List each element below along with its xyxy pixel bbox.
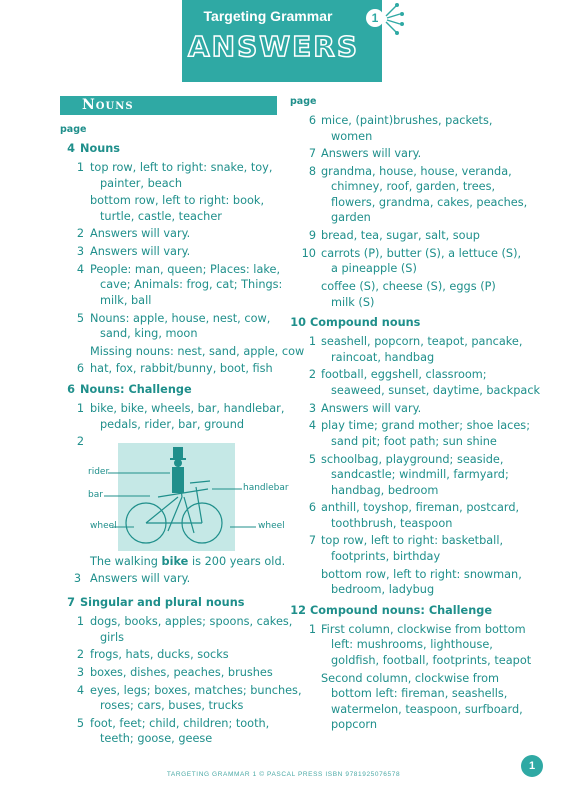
page-number-badge: 1: [521, 755, 543, 777]
item-text: top row, left to right: snake, toy,: [90, 161, 273, 174]
item-number: 6: [76, 362, 84, 376]
item-text: Answers will vary.: [321, 401, 422, 415]
item-text: boxes, dishes, peaches, brushes: [90, 665, 273, 679]
item-text: schoolbag, playground; seaside,: [321, 452, 504, 466]
item-text: anthill, toyshop, fireman, postcard,: [321, 501, 520, 515]
item-text: frogs, hats, ducks, socks: [90, 648, 229, 662]
item-text: Answers will vary.: [321, 147, 422, 161]
item-number: 2: [76, 227, 84, 241]
item-text: cave; Animals: frog, cat; Things:: [100, 278, 283, 292]
section-page-number: 7: [67, 596, 75, 609]
item-number: 1: [308, 622, 316, 636]
item-text: watermelon, teaspoon, surfboard,: [331, 702, 523, 716]
item-text: Nouns: apple, house, nest, cow,: [90, 311, 271, 325]
item-text: footprints, birthday: [331, 549, 441, 563]
item-text: foot, feet; child, children; tooth,: [90, 716, 270, 730]
item-text: sandcastle; windmill, farmyard;: [331, 468, 509, 481]
item-text: seashell, popcorn, teapot, pancake,: [321, 335, 523, 349]
item-text: a pineapple (S): [331, 262, 417, 276]
bike-label-wheel-right: wheel: [258, 521, 285, 531]
page-label-right: page: [290, 96, 317, 107]
section-page-number: 6: [67, 383, 75, 397]
item-text: bottom row, left to right: snowman,: [321, 567, 522, 581]
item-number: 1: [308, 335, 316, 349]
section-page-number: 10: [290, 316, 306, 330]
item-text: Second column, clockwise from: [321, 671, 500, 685]
item-text: play time; grand mother; shoe laces;: [321, 419, 530, 433]
section-title: Nouns: Challenge: [80, 383, 192, 397]
bike-sentence-start: The walking: [90, 555, 162, 568]
item-text: sand, king, moon: [100, 327, 198, 340]
section-title: Compound nouns: [310, 316, 421, 330]
item-number: 3: [73, 572, 81, 585]
item-number: 5: [76, 311, 84, 325]
section-page-number: 12: [290, 603, 306, 617]
item-text: roses; cars, buses, trucks: [100, 699, 244, 713]
bike-sentence: [90, 555, 285, 568]
item-text: turtle, castle, teacher: [100, 209, 222, 223]
item-number: 1: [76, 615, 84, 628]
item-text: milk (S): [331, 295, 375, 309]
item-number: 1: [76, 402, 84, 416]
item-text: hat, fox, rabbit/bunny, boot, fish: [90, 362, 273, 376]
item-text: eyes, legs; boxes, matches; bunches,: [90, 683, 302, 697]
header-title: Targeting Grammar: [203, 8, 333, 24]
item-text: top row, left to right: basketball,: [321, 534, 504, 548]
item-text: seaweed, sunset, daytime, backpack: [331, 383, 541, 397]
item-number: 7: [308, 147, 316, 161]
item-number: 10: [301, 246, 316, 260]
bike-label-bar: bar: [88, 490, 103, 500]
item-text: mice, (paint)brushes, packets,: [321, 114, 493, 127]
item-number: 4: [308, 419, 316, 433]
item-number: 2: [76, 648, 84, 662]
item-text: bedroom, ladybug: [331, 583, 435, 597]
item-text: grandma, house, house, veranda,: [321, 164, 512, 178]
item-text: carrots (P), butter (S), a lettuce (S),: [321, 246, 522, 260]
item-text: popcorn: [331, 718, 377, 731]
book-number-badge: 1: [366, 9, 384, 27]
item-text: girls: [100, 630, 124, 644]
item-text: Answers will vary.: [90, 572, 191, 585]
item-number: 4: [76, 683, 84, 697]
item-text: Answers will vary.: [90, 245, 191, 259]
item-text: People: man, queen; Places: lake,: [90, 262, 281, 276]
bike-sentence-bold: bike: [161, 555, 189, 568]
section-title: Singular and plural nouns: [80, 596, 245, 609]
item-number: 5: [308, 452, 316, 466]
item-text: bike, bike, wheels, bar, handlebar,: [90, 402, 285, 416]
item-text: coffee (S), cheese (S), eggs (P): [321, 280, 496, 293]
item-number: 3: [308, 401, 316, 415]
item-text: teeth; goose, geese: [100, 732, 213, 746]
item-number: 6: [308, 114, 316, 127]
item-text: painter, beach: [100, 176, 183, 190]
item-text: Missing nouns: nest, sand, apple, cow: [90, 344, 305, 358]
item-number: 2: [308, 368, 316, 382]
footer-credit: TARGETING GRAMMAR 1 © PASCAL PRESS ISBN 9781925076578: [166, 771, 401, 778]
item-text: garden: [331, 211, 371, 225]
section-title: Compound nouns: Challenge: [310, 603, 492, 617]
section-banner-label: Nouns: [82, 97, 134, 113]
header-answers-word: ANSWERS: [188, 30, 360, 63]
bike-label-wheel-left: wheel: [90, 521, 117, 531]
bike-label-rider: rider: [88, 467, 110, 477]
item-number: 9: [308, 229, 316, 243]
item-text: chimney, roof, garden, trees,: [331, 180, 496, 194]
item-number: 1: [76, 161, 84, 174]
item-text: bread, tea, sugar, salt, soup: [321, 229, 480, 243]
item-number: 8: [308, 164, 316, 178]
item-number: 4: [76, 262, 84, 276]
item-text: dogs, books, apples; spoons, cakes,: [90, 615, 293, 628]
page-label-left: page: [60, 124, 87, 135]
item-text: bottom left: fireman, seashells,: [331, 687, 508, 700]
item-text: toothbrush, teaspoon: [331, 516, 453, 530]
item-number: 2: [76, 435, 84, 449]
item-number: 3: [76, 665, 84, 679]
item-text: bottom row, left to right: book,: [90, 194, 265, 208]
item-text: football, eggshell, classroom;: [321, 368, 487, 382]
item-text: flowers, grandma, cakes, peaches,: [331, 195, 528, 209]
item-number: 3: [76, 245, 84, 259]
item-text: First column, clockwise from bottom: [321, 622, 526, 636]
section-page-number: 4: [67, 142, 75, 155]
item-text: raincoat, handbag: [331, 350, 435, 364]
item-text: women: [331, 129, 373, 143]
item-text: milk, ball: [100, 293, 152, 307]
item-text: handbag, bedroom: [331, 483, 439, 497]
item-number: 7: [308, 534, 316, 548]
section-title: Nouns: [80, 142, 121, 155]
item-number: 5: [76, 716, 84, 730]
item-text: sand pit; foot path; sun shine: [331, 434, 497, 448]
bike-sentence-end: is 200 years old.: [188, 555, 286, 568]
item-number: 6: [308, 501, 316, 515]
item-text: pedals, rider, bar, ground: [100, 417, 245, 431]
item-text: left: mushrooms, lighthouse,: [331, 638, 493, 652]
item-text: Answers will vary.: [90, 227, 191, 241]
bike-label-handlebar: handlebar: [243, 483, 289, 493]
item-text: goldfish, football, footprints, teapot: [331, 653, 532, 667]
